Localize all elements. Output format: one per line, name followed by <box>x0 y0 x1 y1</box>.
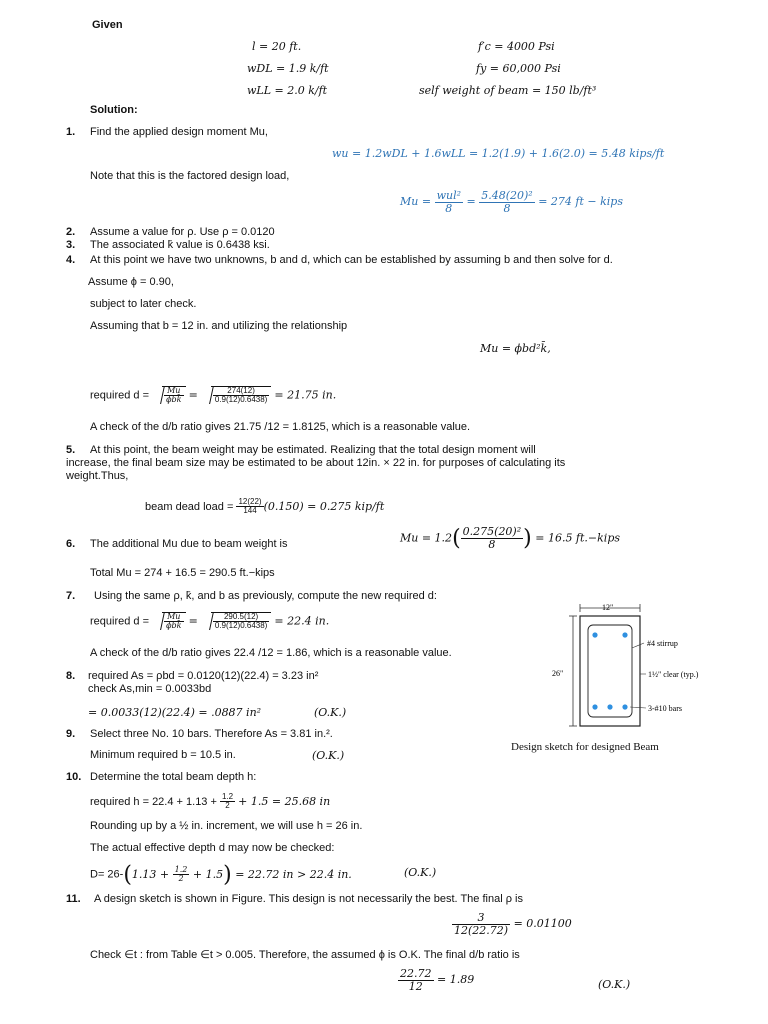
check-as-min: check As,min = 0.0033bd <box>88 683 212 695</box>
beam-design-sketch <box>540 598 750 738</box>
bottom-bar-1 <box>592 704 597 709</box>
step-8-number: 8. <box>66 670 76 682</box>
final-rho-equation: $\frac{3}{12(22.72)}$ = 0.01100 <box>454 911 572 937</box>
step-1-text: Find the applied design moment Mu, <box>90 126 268 138</box>
step-6-text: The additional Mu due to beam weight is <box>90 538 288 550</box>
minimum-b-ok: (O.K.) <box>312 749 345 762</box>
factored-load-equation: wu = 1.2wDL + 1.6wLL = 1.2(1.9) + 1.6(2.0) = 5.48 kips/ft <box>332 147 665 160</box>
step-3-text: The associated k̄ value is 0.6438 ksi. <box>90 239 270 251</box>
clear-cover-label: 1½" clear (typ.) <box>648 670 699 679</box>
required-as: required As = ρbd = 0.0120(12)(22.4) = 3.23 in² <box>88 670 319 682</box>
step-2-number: 2. <box>66 226 76 238</box>
given-self-weight: self weight of beam = 150 lb/ft³ <box>419 84 597 97</box>
step-5-number: 5. <box>66 444 76 456</box>
bottom-bar-3 <box>622 704 627 709</box>
assume-b: Assuming that b = 12 in. and utilizing the relationship <box>90 320 348 332</box>
actual-depth-equation: D= 26-(1.13 + $\frac{1.2}{2}$ + 1.5) = 22.72 in > 22.4 in. <box>90 862 352 887</box>
beam-dead-load: beam dead load = $\frac{12(22)}{144}$ (0.150) = 0.275 kip/ft <box>145 497 385 516</box>
actual-depth-ok: (O.K.) <box>404 866 437 879</box>
step-3-number: 3. <box>66 239 76 251</box>
step-1-number: 1. <box>66 126 76 138</box>
step-2-text: Assume a value for ρ. Use ρ = 0.0120 <box>90 226 275 238</box>
strain-check: Check ∈t : from Table ∈t > 0.005. Therefore, the assumed ϕ is O.K. The final d/b ratio is <box>90 949 520 961</box>
step-5-line-3: weight.Thus, <box>66 470 129 482</box>
solution-heading: Solution: <box>90 104 138 116</box>
step-4-text: At this point we have two unknowns, b and d, which can be established by assuming b and then solve for d. <box>90 254 613 266</box>
step-10-number: 10. <box>66 771 82 783</box>
step-10-text: Determine the total beam depth h: <box>90 771 257 783</box>
required-d-equation: required d = $\frac{Mu}{\text{ϕbk̄}}$ = $\frac{274(12)}{0.9(12)0.6438)}$ = 21.75 in. <box>90 386 337 405</box>
given-heading: Given <box>92 19 123 31</box>
step-11-text: A design sketch is shown in Figure. This design is not necessarily the best. The final ρ is <box>94 893 523 905</box>
moment-equation: Mu = $\frac{\text{wul²}}{8}$ = $\frac{\text{5.48(20)²}}{8}$ = 274 ft − kips <box>400 189 623 215</box>
total-moment: Total Mu = 274 + 16.5 = 290.5 ft.−kips <box>90 567 275 579</box>
given-fy: fy = 60,000 Psi <box>476 62 561 75</box>
given-length: l = 20 ft. <box>252 40 302 53</box>
minimum-b: Minimum required b = 10.5 in. <box>90 749 236 761</box>
given-wdl: wDL = 1.9 k/ft <box>247 62 329 75</box>
step-9-number: 9. <box>66 728 76 740</box>
step-5-line-2: increase, the final beam size may be estimated to be about 12in. × 22 in. for purposes of calculating its <box>66 457 566 469</box>
additional-moment-equation: Mu = 1.2( $\frac{\text{0.275(20)²}}{8}$ ) = 16.5 ft.−kips <box>400 525 621 551</box>
new-required-d-equation: required d = $\frac{Mu}{\text{ϕbk̄}}$ = $\frac{290.5(12)}{0.9(12)0.6438)}$ = 22.4 in. <box>90 612 330 631</box>
db-check-2: A check of the d/b ratio gives 22.4 /12 = 1.86, which is a reasonable value. <box>90 647 452 659</box>
moment-relationship: Mu = ϕbd²k̄, <box>480 342 551 355</box>
sketch-caption: Design sketch for designed Beam <box>511 741 659 753</box>
later-check: subject to later check. <box>90 298 197 310</box>
step-7-text: Using the same ρ, k̄, and b as previously, compute the new required d: <box>94 590 437 602</box>
given-wll: wLL = 2.0 k/ft <box>247 84 328 97</box>
as-min-ok: (O.K.) <box>314 706 347 719</box>
top-bar-right <box>622 632 627 637</box>
actual-depth-note: The actual effective depth d may now be checked: <box>90 842 335 854</box>
as-min-value: = 0.0033(12)(22.4) = .0887 in² <box>88 706 262 719</box>
step-11-number: 11. <box>66 893 81 905</box>
bars-label: 3-#10 bars <box>648 704 682 713</box>
assume-phi: Assume ϕ = 0.90, <box>88 276 174 288</box>
step-7-number: 7. <box>66 590 76 602</box>
db-check-1: A check of the d/b ratio gives 21.75 /12 = 1.8125, which is a reasonable value. <box>90 421 471 433</box>
step-6-number: 6. <box>66 538 76 550</box>
width-label: 12" <box>602 603 614 612</box>
final-db-equation: $\frac{22.72}{12}$ = 1.89 <box>400 967 475 993</box>
height-label: 26" <box>552 669 564 678</box>
step-4-number: 4. <box>66 254 76 266</box>
rounding-note: Rounding up by a ½ in. increment, we will use h = 26 in. <box>90 820 363 832</box>
top-bar-left <box>592 632 597 637</box>
bottom-bar-2 <box>607 704 612 709</box>
height-dimension <box>569 616 577 726</box>
final-db-ok: (O.K.) <box>598 978 631 991</box>
step-5-line-1: At this point, the beam weight may be estimated. Realizing that the total design moment will <box>90 444 536 456</box>
step-9-text: Select three No. 10 bars. Therefore As = 3.81 in.². <box>90 728 333 740</box>
stirrup-label: #4 stirrup <box>647 639 678 648</box>
factored-load-note: Note that this is the factored design load, <box>90 170 290 182</box>
given-fc: f′c = 4000 Psi <box>478 40 555 53</box>
required-h-equation: required h = 22.4 + 1.13 + $\frac{1.2}{2}$ + 1.5 = 25.68 in <box>90 792 331 811</box>
